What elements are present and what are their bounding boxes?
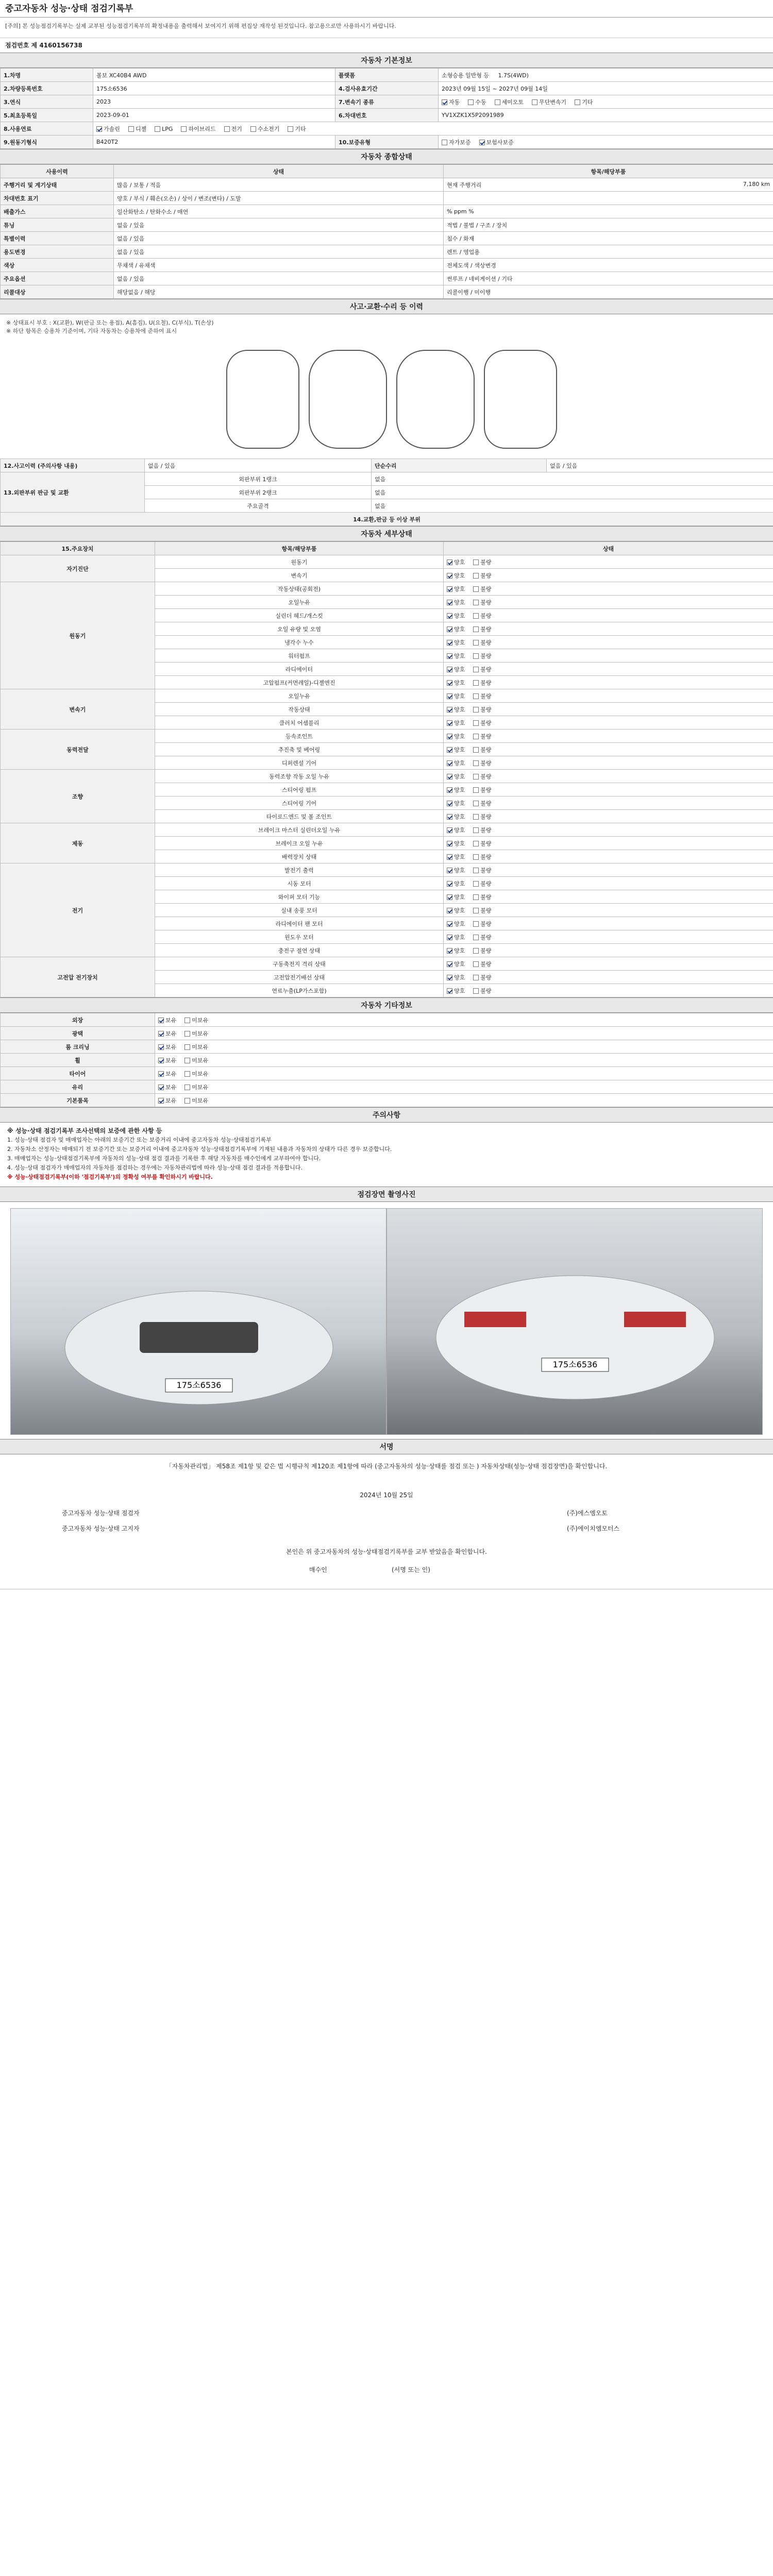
checkbox-icon <box>158 1031 164 1037</box>
overall-table: 사용이력 상태 항목/해당부품 주행거리 및 계기상태 많음 / 보통 / 적음 현재 주행거리 7,180 km 차대번호 표기 양호 / 부식 / 훼손(오손) / 상이 / 변조(변타) / 도말 배출가스 일산화탄소 / 탄화수소 / 매연 % ppm % 튜닝 없음 / 있음 적법 / 불법 / 구조 / 장치 특별이력 없음 / 있음 침수 / 화재 용도변경 없음 / 있음 렌트 / 영업용 색상 무채색 / 유채색 전체도색 / 색상변경 주요옵션 없음 / 있음 썬루프 / 네비게이션 / 기타 리콜대상 해당없음 / 해당 리콜이행 / 미이행 <box>0 164 773 299</box>
car-front-view <box>309 350 386 448</box>
option: 보유 <box>158 1029 176 1038</box>
checkbox-icon <box>447 814 452 820</box>
fuel-options <box>93 122 773 135</box>
option: 양호 <box>447 906 465 914</box>
table-row: 기본품목 보유 미보유 <box>1 1094 773 1107</box>
option: 불량 <box>473 987 491 995</box>
trans-options <box>439 95 773 109</box>
checkbox-icon <box>447 868 452 873</box>
checkbox-icon <box>447 640 452 646</box>
checkbox-icon <box>447 720 452 726</box>
table-row: 원동기 작동상태(공회전) 양호 불량 <box>1 582 773 596</box>
option: 불량 <box>473 719 491 727</box>
option: 하이브리드 <box>181 125 215 133</box>
option: 양호 <box>447 571 465 580</box>
option: 양호 <box>447 585 465 593</box>
table-row: 브레이크 오일 누유 양호 불량 <box>1 837 773 850</box>
option: 자가보증 <box>442 138 471 146</box>
table-row: 작동상태 양호 불량 <box>1 703 773 716</box>
checkbox-icon <box>473 680 479 686</box>
svg-text:175소6536: 175소6536 <box>176 1380 222 1390</box>
checkbox-icon <box>158 1018 164 1023</box>
option: 불량 <box>473 812 491 821</box>
checkbox-icon <box>447 908 452 913</box>
option: 불량 <box>473 625 491 633</box>
option: 불량 <box>473 732 491 740</box>
notice-text: [주의] 본 성능점검기록부는 실제 교부된 성능점검기록부의 확정내용을 출력해서 보여지기 위해 편집상 재작성 된것입니다. 참고용으로만 사용하시기 바랍니다. <box>0 18 773 38</box>
table-row: 오일누유 양호 불량 <box>1 596 773 609</box>
checkbox-icon <box>473 600 479 605</box>
option: 보유 <box>158 1016 176 1024</box>
checkbox-icon <box>447 747 452 753</box>
option: 불량 <box>473 571 491 580</box>
table-row: 전기 발전기 출력 양호 불량 <box>1 863 773 877</box>
option: 양호 <box>447 853 465 861</box>
option: 기타 <box>575 98 593 106</box>
car-diagram <box>0 335 773 459</box>
option: 양호 <box>447 665 465 673</box>
table-row: 고압펌프(커먼레일)-디젤엔진 양호 불량 <box>1 676 773 689</box>
checkbox-icon <box>473 961 479 967</box>
caution-notes: ※ 성능·상태 점검기록부 조사선택의 보증에 관한 사항 등 1. 성능·상태 점검자 및 매매업자는 아래의 보증기간 또는 보증거리 이내에 중고자동차 성능·상태점검기록부 2. 자동차소 산정자는 매매되기 전 보증기간 또는 보증거리 이내에 중고자동차 성능·상태점검기록부에 기재된 내용과 자동차의 상태가 다른 경우 보증합니다. 3. 매매업자는 성능·상태점검기록부에 자동차의 성능·상태 점검 결과를 기록한 후 해당 자동차를 매수인에게 교부하여야 합니다. 4. 성능·상태 점검자가 매매업자의 자동차를 점검하는 경우에는 자동차관리법에 따라 성능·상태 점검 결과를 적용합니다. ※ 성능·상태점검기록부(이하 '점검기록부')의 정확성 여부를 확인하시기 바랍니다. <box>7 1127 392 1180</box>
checkbox-icon <box>447 667 452 672</box>
checkbox-icon <box>473 667 479 672</box>
table-row: 시동 모터 양호 불량 <box>1 877 773 890</box>
checkbox-icon <box>447 734 452 739</box>
checkbox-icon <box>447 760 452 766</box>
table-row: 클러치 어셈블리 양호 불량 <box>1 716 773 730</box>
option: 보유 <box>158 1096 176 1105</box>
option: 양호 <box>447 759 465 767</box>
checkbox-icon <box>447 881 452 887</box>
option: 불량 <box>473 786 491 794</box>
table-row: 냉각수 누수 양호 불량 <box>1 636 773 649</box>
option: 양호 <box>447 893 465 901</box>
checkbox-icon <box>184 1018 190 1023</box>
section-sign: 서명 <box>0 1439 773 1454</box>
checkbox-icon <box>184 1071 190 1077</box>
checkbox-icon <box>447 854 452 860</box>
checkbox-icon <box>447 801 452 806</box>
table-row: 실린더 헤드/개스킷 양호 불량 <box>1 609 773 622</box>
table-row: 배출가스 일산화탄소 / 탄화수소 / 매연 % ppm % <box>1 205 773 218</box>
option: 불량 <box>473 933 491 941</box>
checkbox-icon <box>447 948 452 954</box>
option: 양호 <box>447 732 465 740</box>
table-row: 변속기 양호 불량 <box>1 569 773 582</box>
car-left-view <box>227 350 299 448</box>
checkbox-icon <box>473 787 479 793</box>
checkbox-icon <box>155 126 160 132</box>
option: 불량 <box>473 612 491 620</box>
option: 보유 <box>158 1043 176 1051</box>
checkbox-icon <box>447 841 452 846</box>
checkbox-icon <box>473 921 479 927</box>
option: 수동 <box>468 98 486 106</box>
checkbox-icon <box>158 1098 164 1104</box>
checkbox-icon <box>473 948 479 954</box>
checkbox-icon <box>473 827 479 833</box>
table-row: 배력장치 상태 양호 불량 <box>1 850 773 863</box>
checkbox-icon <box>473 573 479 579</box>
option: 자동 <box>442 98 460 106</box>
option: 불량 <box>473 692 491 700</box>
checkbox-icon <box>473 868 479 873</box>
checkbox-icon <box>181 126 187 132</box>
option: 보유 <box>158 1083 176 1091</box>
option: 미보유 <box>184 1096 208 1105</box>
option: 양호 <box>447 960 465 968</box>
table-row: 스티어링 기어 양호 불량 <box>1 796 773 810</box>
checkbox-icon <box>473 613 479 619</box>
option: 양호 <box>447 879 465 888</box>
table-row: 외장 보유 미보유 <box>1 1013 773 1027</box>
checkbox-icon <box>473 640 479 646</box>
option: 양호 <box>447 826 465 834</box>
option: 보험사보증 <box>479 138 514 146</box>
table-row: 룸 크리닝 보유 미보유 <box>1 1040 773 1054</box>
checkbox-icon <box>447 613 452 619</box>
table-row: 윈도우 모터 양호 불량 <box>1 930 773 944</box>
checkbox-icon <box>447 935 452 940</box>
option: 양호 <box>447 719 465 727</box>
rear-photo <box>386 1208 763 1435</box>
option: 기타 <box>288 125 306 133</box>
table-row: 제동 브레이크 마스터 실린더오일 누유 양호 불량 <box>1 823 773 837</box>
table-row: 차대번호 표기 양호 / 부식 / 훼손(오손) / 상이 / 변조(변타) / 도말 <box>1 192 773 205</box>
option: 양호 <box>447 973 465 981</box>
warranty-options <box>439 135 773 149</box>
section-other: 자동차 기타정보 <box>0 997 773 1013</box>
checkbox-icon <box>447 921 452 927</box>
basic-info-table: 1.차명 볼보 XC40B4 AWD 플랫폼 소형승용 일반형 등 1.7S(4WD) 2.차량등록번호 175소6536 4.검사유효기간 2023년 09월 15일 ~ 2027년 09월 14일 3.연식 2023 7.변속기 종류 자동 수동 세미오토 무단변속기 기타 5.최초등록일 2023-09-01 6.차대번호 YV1XZK1X5P2091989 8.사용연료 가솔린 디젤 LPG 하이브리드 전기 수소전기 기타 9.원동기형식 B420T2 10.보증유형 자가보증 보험사보증 <box>0 68 773 149</box>
checkbox-icon <box>532 99 537 105</box>
checkbox-icon <box>473 854 479 860</box>
checkbox-icon <box>184 1044 190 1050</box>
checkbox-icon <box>479 140 485 145</box>
option: 불량 <box>473 598 491 606</box>
option: 불량 <box>473 893 491 901</box>
front-photo <box>10 1208 386 1435</box>
table-row: 특별이력 없음 / 있음 침수 / 화재 <box>1 232 773 245</box>
section-basic-info: 자동차 기본정보 <box>0 53 773 68</box>
option: 양호 <box>447 987 465 995</box>
option: 양호 <box>447 799 465 807</box>
checkbox-icon <box>447 560 452 565</box>
table-row: 튜닝 없음 / 있음 적법 / 불법 / 구조 / 장치 <box>1 218 773 232</box>
checkbox-icon <box>224 126 230 132</box>
option: 양호 <box>447 598 465 606</box>
checkbox-icon <box>158 1058 164 1063</box>
option: 미보유 <box>184 1083 208 1091</box>
table-row: 워터펌프 양호 불량 <box>1 649 773 663</box>
option: 미보유 <box>184 1056 208 1064</box>
option: LPG <box>155 126 173 132</box>
checkbox-icon <box>447 680 452 686</box>
option: 불량 <box>473 772 491 781</box>
option: 디젤 <box>128 125 146 133</box>
checkbox-icon <box>158 1084 164 1090</box>
option: 보유 <box>158 1056 176 1064</box>
table-row: 타이로드엔드 및 볼 조인트 양호 불량 <box>1 810 773 823</box>
checkbox-icon <box>495 99 500 105</box>
option: 불량 <box>473 946 491 955</box>
checkbox-icon <box>447 707 452 713</box>
table-row: 실내 송풍 모터 양호 불량 <box>1 904 773 917</box>
checkbox-icon <box>442 99 447 105</box>
option: 불량 <box>473 679 491 687</box>
section-photos: 점검장면 촬영사진 <box>0 1187 773 1202</box>
table-row: 동력전달 등속조인트 양호 불량 <box>1 730 773 743</box>
option: 전기 <box>224 125 242 133</box>
checkbox-icon <box>473 586 479 592</box>
option: 양호 <box>447 652 465 660</box>
section-overall: 자동차 종합상태 <box>0 149 773 164</box>
section-detail: 자동차 세부상태 <box>0 526 773 541</box>
option: 양호 <box>447 786 465 794</box>
checkbox-icon <box>184 1098 190 1104</box>
table-row: 타이어 보유 미보유 <box>1 1067 773 1080</box>
table-row: 스티어링 펌프 양호 불량 <box>1 783 773 796</box>
checkbox-icon <box>447 961 452 967</box>
checkbox-icon <box>575 99 580 105</box>
checkbox-icon <box>158 1071 164 1077</box>
section-caution: 주의사항 <box>0 1107 773 1123</box>
document-number: 점검번호 제 4160156738 <box>5 42 82 49</box>
option: 양호 <box>447 772 465 781</box>
checkbox-icon <box>473 881 479 887</box>
option: 양호 <box>447 839 465 848</box>
checkbox-icon <box>250 126 256 132</box>
checkbox-icon <box>184 1058 190 1063</box>
option: 양호 <box>447 866 465 874</box>
checkbox-icon <box>447 774 452 779</box>
checkbox-icon <box>473 734 479 739</box>
table-row: 주요옵션 없음 / 있음 썬루프 / 네비게이션 / 기타 <box>1 272 773 285</box>
option: 불량 <box>473 853 491 861</box>
option: 양호 <box>447 638 465 647</box>
option: 불량 <box>473 920 491 928</box>
option: 양호 <box>447 920 465 928</box>
table-row: 휠 보유 미보유 <box>1 1054 773 1067</box>
table-row: 연료누출(LP가스포함) 양호 불량 <box>1 984 773 997</box>
accident-table: 12.사고이력 (주의사항 내용) 없음 / 있음 단순수리 없음 / 있음 13.외판부위 판금 및 교환 외판부위 1랭크 없음 외판부위 2랭크 없음 주요골격 없음 14.교환,판금 등 이상 부위 <box>0 459 773 526</box>
option: 불량 <box>473 665 491 673</box>
option: 가솔린 <box>96 125 120 133</box>
option: 양호 <box>447 612 465 620</box>
checkbox-icon <box>473 693 479 699</box>
option: 미보유 <box>184 1070 208 1078</box>
option: 수소전기 <box>250 125 280 133</box>
option: 보유 <box>158 1070 176 1078</box>
option: 미보유 <box>184 1043 208 1051</box>
checkbox-icon <box>473 975 479 980</box>
checkbox-icon <box>447 573 452 579</box>
checkbox-icon <box>128 126 134 132</box>
table-row: 리콜대상 해당없음 / 해당 리콜이행 / 미이행 <box>1 285 773 299</box>
checkbox-icon <box>473 801 479 806</box>
checkbox-icon <box>473 774 479 779</box>
option: 불량 <box>473 839 491 848</box>
checkbox-icon <box>447 693 452 699</box>
option: 양호 <box>447 679 465 687</box>
table-row: 주행거리 및 계기상태 많음 / 보통 / 적음 현재 주행거리 7,180 km <box>1 178 773 192</box>
checkbox-icon <box>447 894 452 900</box>
checkbox-icon <box>447 600 452 605</box>
option: 불량 <box>473 866 491 874</box>
option: 양호 <box>447 625 465 633</box>
checkbox-icon <box>184 1031 190 1037</box>
table-row: 오일 유량 및 오염 양호 불량 <box>1 622 773 636</box>
table-row: 라디에이터 팬 모터 양호 불량 <box>1 917 773 930</box>
checkbox-icon <box>473 760 479 766</box>
detail-table: 15.주요장치 항목/해당부품 상태 자기진단 원동기 양호 불량 변속기 양호 불량 원동기 작동상태(공회전) 양호 불량 오일누유 양호 불량 실린더 헤드/개스킷 양호 불량 오일 유량 및 오염 양호 불량 냉각수 누수 양호 불량 워터펌프 양호 불량 라디에이터 양호 불량 고압펌프(커먼레일)-디젤엔진 양호 불량 변속기 오일누유 양호 불량 작동상태 양호 불량 클러치 어셈블리 양호 불량 동력전달 등속조인트 양호 불량 추진축 및 베어링 양호 불량 디퍼렌셜 기어 양호 불량 조향 동력조향 작동 오일 누유 양호 불량 스티어링 펌프 양호 불량 스티어링 기어 양호 불량 타이로드엔드 및 볼 조인트 양호 불량 제동 브레이크 마스터 실린더오일 누유 양호 불량 브레이크 오일 누유 양호 불량 배력장치 상태 양호 불량 전기 발전기 출력 양호 불량 시동 모터 양호 불량 와이퍼 모터 기능 양호 불량 실내 송풍 모터 양호 불량 라디에이터 팬 모터 양호 불량 윈도우 모터 양호 불량 충전구 절연 상태 양호 불량 고전압 전기장치 구동축전지 격리 상태 양호 불량 고전압전기배선 상태 양호 불량 연료누출(LP가스포함) 양호 불량 <box>0 541 773 997</box>
table-row: 와이퍼 모터 기능 양호 불량 <box>1 890 773 904</box>
option: 불량 <box>473 745 491 754</box>
checkbox-icon <box>473 894 479 900</box>
option: 불량 <box>473 705 491 714</box>
option: 불량 <box>473 879 491 888</box>
checkbox-icon <box>447 653 452 659</box>
other-table <box>0 1013 773 1107</box>
svg-text:175소6536: 175소6536 <box>552 1360 598 1369</box>
checkbox-icon <box>473 935 479 940</box>
checkbox-icon <box>158 1044 164 1050</box>
checkbox-icon <box>473 653 479 659</box>
option: 불량 <box>473 585 491 593</box>
section-accident: 사고·교환·수리 등 이력 <box>0 299 773 314</box>
table-row: 충전구 절연 상태 양호 불량 <box>1 944 773 957</box>
option: 무단변속기 <box>532 98 566 106</box>
checkbox-icon <box>447 975 452 980</box>
option: 양호 <box>447 946 465 955</box>
option: 양호 <box>447 812 465 821</box>
signature-area: 「자동차관리법」 제58조 제1항 및 같은 법 시행규칙 제120조 제1항에 따라 (중고자동차의 성능·상태를 점검 또는 ) 자동차상태(성능·상태 점검장면)을 확인합니다. 2024년 10월 25일 중고자동차 성능·상태 점검자 (주)에스엠오토 중고자동차 성능·상태 고지자 (주)에이치엠모터스 본인은 위 중고자동차의 성능·상태점검기록부를 교부 받았음을 확인합니다. 매수인 (서명 또는 인) <box>0 1454 773 1589</box>
checkbox-icon <box>473 841 479 846</box>
table-row: 광택 보유 미보유 <box>1 1027 773 1040</box>
option: 불량 <box>473 638 491 647</box>
table-row: 디퍼렌셜 기어 양호 불량 <box>1 756 773 770</box>
page-title: 중고자동차 성능·상태 점검기록부 <box>0 0 773 18</box>
checkbox-icon <box>473 908 479 913</box>
option: 미보유 <box>184 1029 208 1038</box>
checkbox-icon <box>447 787 452 793</box>
table-row: 추진축 및 베어링 양호 불량 <box>1 743 773 756</box>
option: 불량 <box>473 558 491 566</box>
checkbox-icon <box>473 626 479 632</box>
checkbox-icon <box>473 720 479 726</box>
table-row: 라디에이터 양호 불량 <box>1 663 773 676</box>
option: 미보유 <box>184 1016 208 1024</box>
option: 양호 <box>447 933 465 941</box>
checkbox-icon <box>447 586 452 592</box>
checkbox-icon <box>184 1084 190 1090</box>
checkbox-icon <box>447 626 452 632</box>
table-row: 변속기 오일누유 양호 불량 <box>1 689 773 703</box>
checkbox-icon <box>447 988 452 994</box>
table-row: 자기진단 원동기 양호 불량 <box>1 555 773 569</box>
table-row: 조향 동력조향 작동 오일 누유 양호 불량 <box>1 770 773 783</box>
checkbox-icon <box>473 988 479 994</box>
photo-area <box>0 1202 773 1439</box>
option: 불량 <box>473 759 491 767</box>
option: 세미오토 <box>495 98 524 106</box>
table-row: 고전압전기배선 상태 양호 불량 <box>1 971 773 984</box>
checkbox-icon <box>473 560 479 565</box>
option: 양호 <box>447 558 465 566</box>
checkbox-icon <box>96 126 102 132</box>
option: 불량 <box>473 906 491 914</box>
car-rear-view <box>397 350 474 448</box>
table-row: 고전압 전기장치 구동축전지 격리 상태 양호 불량 <box>1 957 773 971</box>
option: 불량 <box>473 960 491 968</box>
option: 불량 <box>473 652 491 660</box>
table-row: 색상 무채색 / 유채색 전체도색 / 색상변경 <box>1 259 773 272</box>
option: 양호 <box>447 705 465 714</box>
option: 양호 <box>447 692 465 700</box>
option: 불량 <box>473 973 491 981</box>
checkbox-icon <box>473 747 479 753</box>
table-row: 유리 보유 미보유 <box>1 1080 773 1094</box>
table-row: 용도변경 없음 / 있음 렌트 / 영업용 <box>1 245 773 259</box>
legend: ※ 상태표시 부호 : X(교환), W(판금 또는 용접), A(흠집), U(요철), C(부식), T(손상) ※ 하단 항목은 승용차 기준이며, 기타 자동차는 승용차에 준하여 표시 <box>6 319 214 334</box>
car-right-view <box>484 350 557 448</box>
option: 불량 <box>473 799 491 807</box>
checkbox-icon <box>468 99 474 105</box>
checkbox-icon <box>447 827 452 833</box>
checkbox-icon <box>473 814 479 820</box>
option: 불량 <box>473 826 491 834</box>
checkbox-icon <box>473 707 479 713</box>
checkbox-icon <box>442 140 447 145</box>
checkbox-icon <box>288 126 293 132</box>
option: 양호 <box>447 745 465 754</box>
